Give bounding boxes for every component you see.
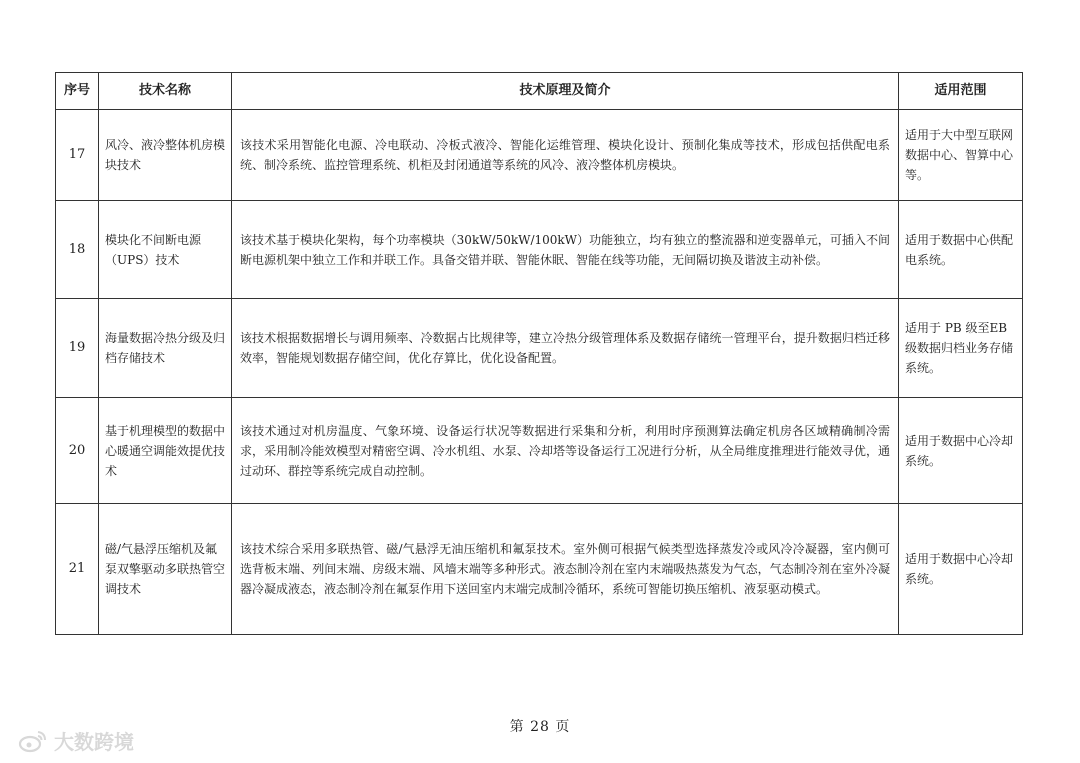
row-name: 模块化不间断电源（UPS）技术	[99, 201, 232, 299]
row-description: 该技术基于模块化架构，每个功率模块（30kW/50kW/100kW）功能独立，均有独立的整流器和逆变器单元，可插入不间断电源机架中独立工作和并联工作。具备交错并联、智能休眠、智能在线等功能，无间隔切换及谐波主动补偿。	[232, 201, 899, 299]
row-no: 19	[56, 299, 99, 398]
row-name: 海量数据冷热分级及归档存储技术	[99, 299, 232, 398]
row-description: 该技术根据数据增长与调用频率、冷数据占比规律等，建立冷热分级管理体系及数据存储统一管理平台，提升数据归档迁移效率，智能规划数据存储空间，优化存算比，优化设备配置。	[232, 299, 899, 398]
row-scope: 适用于数据中心冷却系统。	[899, 504, 1023, 635]
watermark-text: 大数跨境	[54, 730, 134, 754]
row-no: 17	[56, 110, 99, 201]
table-row	[56, 299, 1023, 398]
row-no: 20	[56, 398, 99, 504]
table-row	[56, 110, 1023, 201]
watermark	[18, 726, 134, 755]
row-description: 该技术采用智能化电源、冷电联动、冷板式液冷、智能化运维管理、模块化设计、预制化集成等技术，形成包括供配电系统、制冷系统、监控管理系统、机柜及封闭通道等系统的风冷、液冷整体机房模块。	[232, 110, 899, 201]
header-name: 技术名称	[99, 73, 232, 110]
row-scope: 适用于 PB 级至EB 级数据归档业务存储系统。	[899, 299, 1023, 398]
technology-table	[55, 72, 1023, 635]
row-scope: 适用于大中型互联网数据中心、智算中心等。	[899, 110, 1023, 201]
row-no: 18	[56, 201, 99, 299]
row-name: 基于机理模型的数据中心暖通空调能效提优技术	[99, 398, 232, 504]
header-description: 技术原理及简介	[232, 73, 899, 110]
weibo-logo-icon	[18, 728, 48, 754]
row-scope: 适用于数据中心冷却系统。	[899, 398, 1023, 504]
row-scope: 适用于数据中心供配电系统。	[899, 201, 1023, 299]
row-description: 该技术通过对机房温度、气象环境、设备运行状况等数据进行采集和分析，利用时序预测算法确定机房各区域精确制冷需求，采用制冷能效模型对精密空调、冷水机组、水泵、冷却塔等设备运行工况进行分析，从全局维度推理进行能效寻优，通过动环、群控等系统完成自动控制。	[232, 398, 899, 504]
row-name: 磁/气悬浮压缩机及氟泵双擎驱动多联热管空调技术	[99, 504, 232, 635]
table-row	[56, 398, 1023, 504]
table-row	[56, 201, 1023, 299]
header-scope: 适用范围	[899, 73, 1023, 110]
row-no: 21	[56, 504, 99, 635]
table-row	[56, 504, 1023, 635]
row-name: 风冷、液冷整体机房模块技术	[99, 110, 232, 201]
table-header-row	[56, 73, 1023, 110]
header-no: 序号	[56, 73, 99, 110]
row-description: 该技术综合采用多联热管、磁/气悬浮无油压缩机和氟泵技术。室外侧可根据气候类型选择蒸发冷或风冷冷凝器，室内侧可选背板末端、列间末端、房级末端、风墙末端等多种形式。液态制冷剂在室内末端吸热蒸发为气态，气态制冷剂在室外冷凝器冷凝成液态，液态制冷剂在氟泵作用下送回室内末端完成制冷循环，系统可智能切换压缩机、液泵驱动模式。	[232, 504, 899, 635]
page-number: 第 28 页	[509, 719, 571, 735]
